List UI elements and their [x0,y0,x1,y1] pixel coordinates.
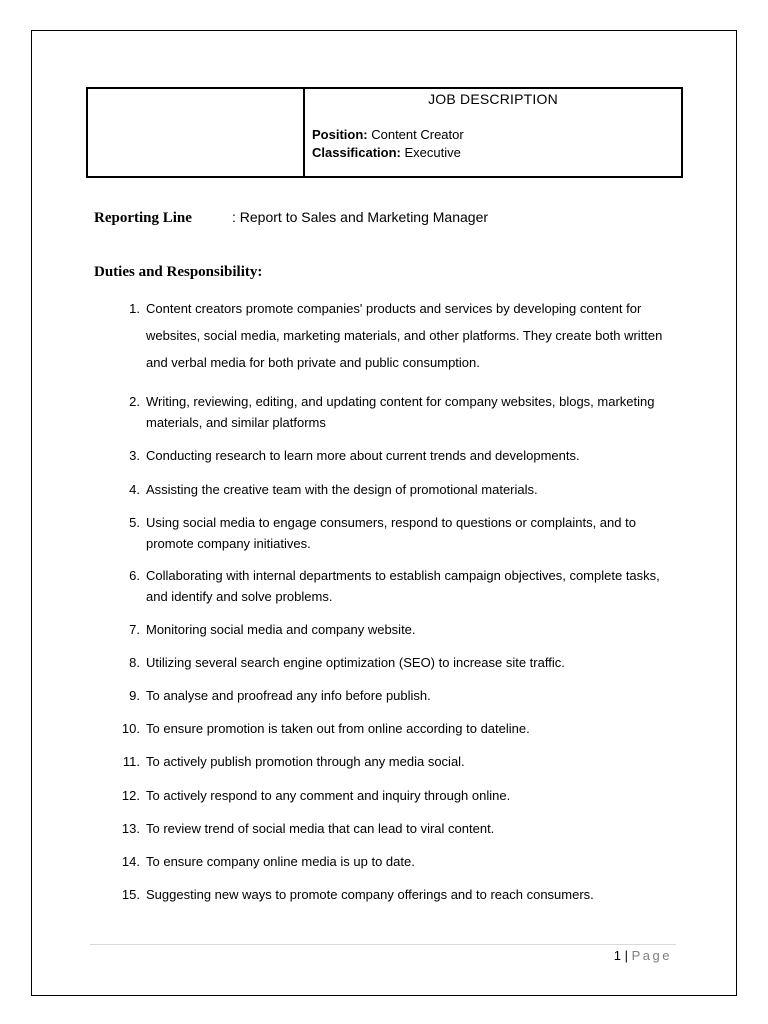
duty-number: 9. [129,688,140,703]
duty-text: Monitoring social media and company website. [146,622,416,637]
duty-item [108,565,678,607]
duty-item [108,619,678,640]
duty-number: 13. [121,821,140,836]
reporting-line-value: : Report to Sales and Marketing Manager [232,209,489,225]
duty-number: 8. [129,655,140,670]
job-header-table [86,87,683,178]
duty-text: Suggesting new ways to promote company offerings and to reach consumers. [146,887,594,902]
page-number: 1 [613,948,622,963]
duty-item [108,851,678,872]
duty-text: To analyse and proofread any info before publish. [146,688,431,703]
position-value: Content Creator [367,127,464,142]
classification-label: Classification: [312,145,401,160]
duty-text: Writing, reviewing, editing, and updating content for company websites, blogs, marketing materials, and similar platforms [146,394,655,430]
duty-item [108,479,678,500]
duty-number: 4. [129,482,140,497]
duty-number: 10. [121,721,140,736]
document-title: JOB DESCRIPTION [428,91,558,107]
duty-item [108,652,678,673]
duty-text: To actively publish promotion through any media social. [146,754,465,769]
duty-item [108,718,678,739]
duty-number: 1. [129,301,140,316]
duty-number: 7. [129,622,140,637]
duty-item [108,818,678,839]
duty-text: To ensure company online media is up to date. [146,854,415,869]
duty-number: 14. [121,854,140,869]
reporting-line [94,209,488,227]
duty-number: 15. [121,887,140,902]
duty-number: 2. [129,394,140,409]
duty-item [108,445,678,466]
page-number-footer [614,948,672,963]
duty-item [108,391,678,433]
duty-item [108,512,678,554]
duty-number: 5. [129,515,140,530]
duty-text: Conducting research to learn more about current trends and developments. [146,448,580,463]
duty-number: 11. [122,754,140,769]
header-info-cell [305,89,681,176]
page-word: Page [631,948,672,963]
duty-text: Collaborating with internal departments to establish campaign objectives, complete tasks, and identify and solve problems. [146,568,660,604]
classification-line [312,145,461,160]
duty-item [108,785,678,806]
duty-item [108,884,678,905]
duty-item [108,751,678,772]
header-logo-cell [88,89,305,176]
duty-number: 6. [129,568,140,583]
duty-number: 12. [121,788,140,803]
duty-item [108,685,678,706]
duty-item [108,295,678,376]
duty-text: To review trend of social media that can lead to viral content. [146,821,495,836]
duty-text: Utilizing several search engine optimization (SEO) to increase site traffic. [146,655,565,670]
duty-text: To ensure promotion is taken out from online according to dateline. [146,721,530,736]
classification-value: Executive [400,145,461,160]
duty-text: Assisting the creative team with the design of promotional materials. [146,482,538,497]
position-line [312,127,464,142]
duty-text: To actively respond to any comment and inquiry through online. [146,788,511,803]
position-label: Position: [312,127,368,142]
duty-text: Content creators promote companies' products and services by developing content for websites, social media, marketing materials, and other platforms. They create both written and verbal media for both private and public consumption. [146,301,663,370]
reporting-line-label: Reporting Line [94,210,192,226]
duty-number: 3. [129,448,140,463]
duties-heading: Duties and Responsibility: [94,264,263,280]
footer-divider [90,944,676,945]
duty-text: Using social media to engage consumers, respond to questions or complaints, and to promote company initiatives. [146,515,636,551]
page-separator: | [621,948,632,963]
